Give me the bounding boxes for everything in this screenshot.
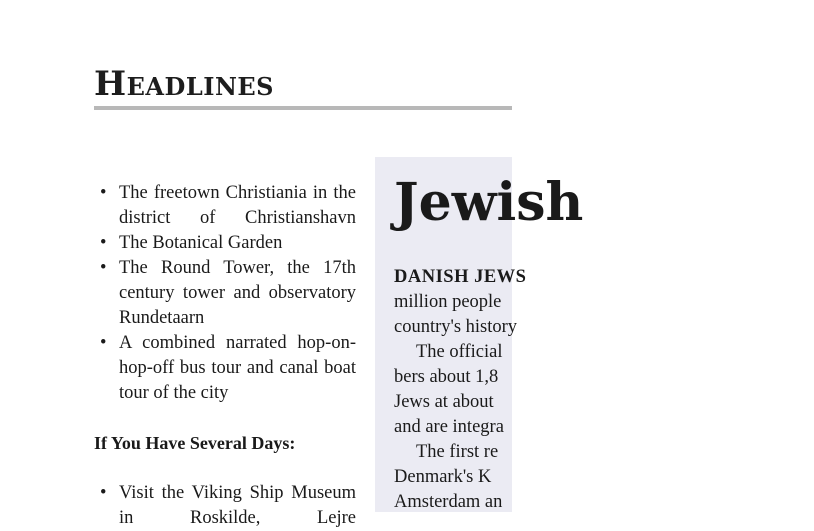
sidebar-line: and are integra: [394, 417, 504, 437]
sidebar-line: Amsterdam an: [394, 492, 503, 512]
attractions-column: [94, 181, 356, 531]
list-item: [94, 181, 356, 231]
list-item-text: The freetown Christiania in the district of Christianshavn: [119, 183, 356, 228]
sidebar-title: Jewish: [394, 172, 584, 233]
list-item-text: The Botanical Garden: [119, 233, 283, 253]
sidebar-line: The first re: [416, 442, 499, 462]
list-item: [94, 331, 356, 406]
list-item-text: A combined narrated hop-on-hop-off bus tour and canal boat tour of the city: [119, 333, 356, 403]
sidebar-line: bers about 1,8: [394, 367, 499, 387]
list-item: [94, 231, 356, 256]
sidebar-lead: DANISH JEWS: [394, 267, 527, 287]
sidebar-line: The official: [416, 342, 503, 362]
sidebar-line: Jews at about: [394, 392, 494, 412]
section-subheading: If You Have Several Days:: [94, 433, 296, 453]
sidebar-content: [394, 169, 814, 515]
sidebar-box: [375, 157, 584, 512]
sidebar-line: million people: [394, 292, 502, 312]
bullet-icon: •: [100, 333, 107, 353]
sidebar-line: Denmark's K: [394, 467, 492, 487]
heading-divider: [94, 106, 512, 110]
page-heading: Headlines: [94, 64, 275, 104]
sidebar-line: [394, 265, 814, 290]
bullet-icon: •: [100, 233, 107, 253]
list-item: [94, 481, 356, 531]
sidebar-line: country's history: [394, 317, 518, 337]
bullet-icon: •: [100, 183, 107, 203]
several-days-list: [94, 481, 356, 531]
list-item: [94, 256, 356, 331]
list-item-text: The Round Tower, the 17th century tower and observatory Rundetaarn: [119, 258, 356, 328]
attractions-list: [94, 181, 356, 406]
bullet-icon: •: [100, 258, 107, 278]
list-item-text: Visit the Viking Ship Museum in Roskilde, Lejre: [119, 483, 356, 528]
bullet-icon: •: [100, 483, 107, 503]
